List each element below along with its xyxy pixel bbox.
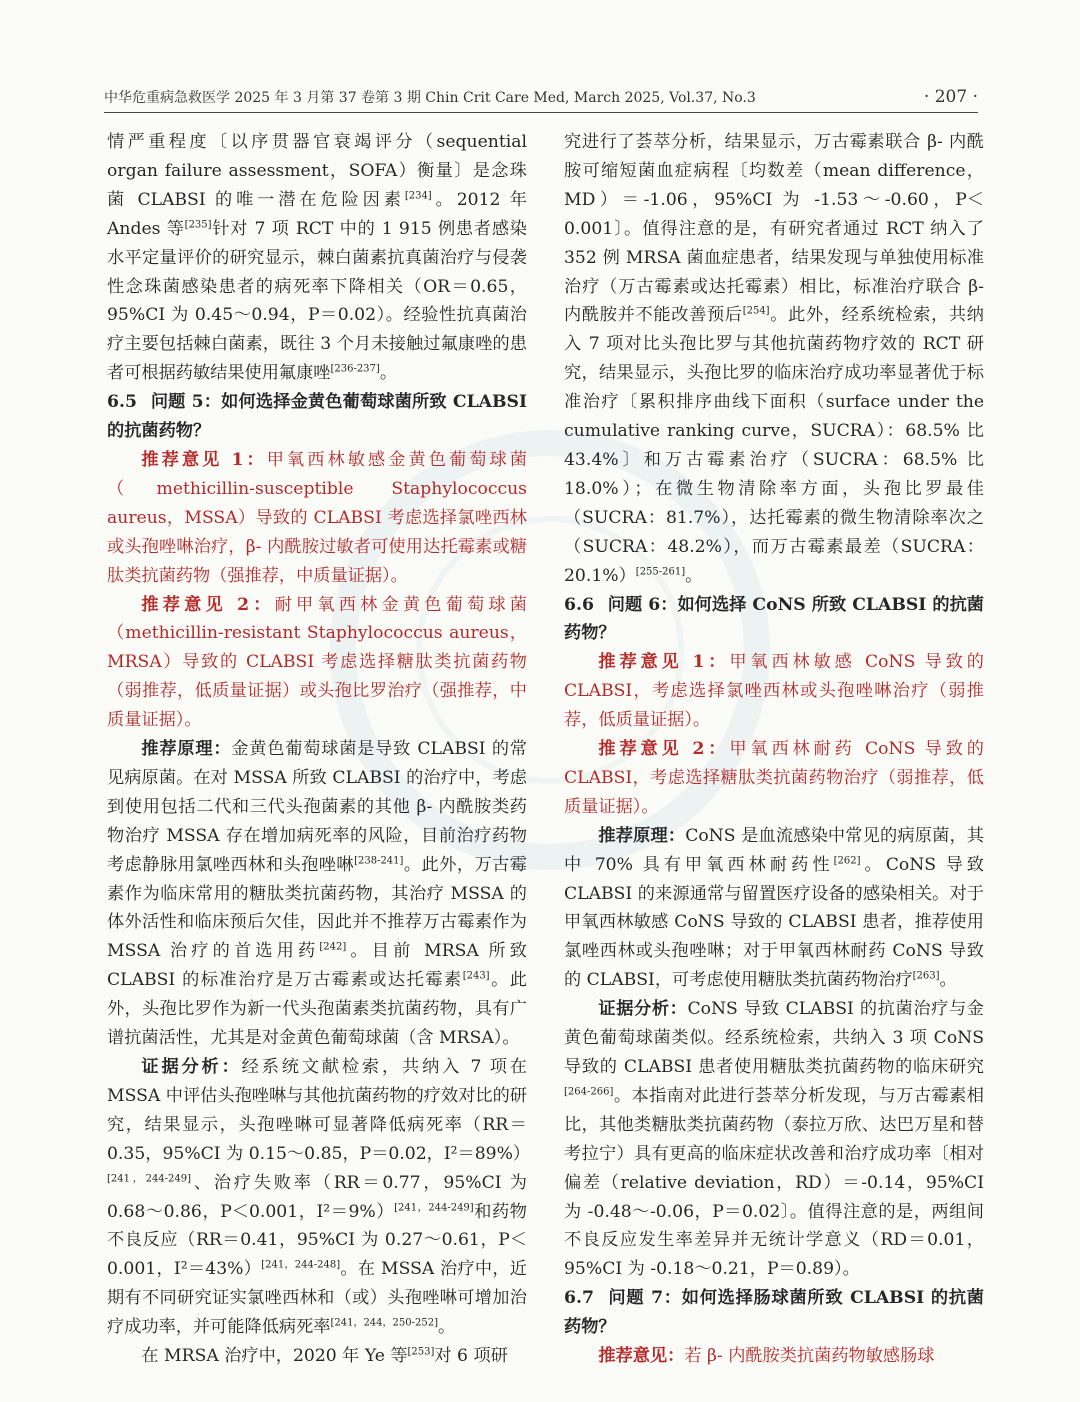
- evidence-paragraph: 证据分析：CoNS 导致 CLABSI 的抗菌治疗与金黄色葡萄球菌类似。经系统检索，共纳入 3 项 CoNS 导致的 CLABSI 患者使用糖肽类抗菌药物的临床研究[264-266]。本指南对此进行荟萃分析发现，与万古霉素相比，其他类糖肽类抗菌药物（泰拉万欣、达巴万星和替考拉宁）具有更高的临床症状改善和治疗成功率〔相对偏差（relative deviation，RD）＝-0.14，95%CI 为 -0.48～-0.06，P＝0.02〕。值得注意的是，两组间不良反应发生率差异并无统计学意义（RD＝0.01，95%CI 为 -0.18～0.21，P＝0.89）。: [564, 999, 984, 1280]
- citation[interactable]: [264-266]: [564, 1086, 614, 1098]
- paragraph: 情严重程度〔以序贯器官衰竭评分（sequential organ failure assessment，SOFA）衡量〕是念珠菌 CLABSI 的唯一潜在危险因素[234]。2012 年 Andes 等[235]针对 7 项 RCT 中的 1 915 例患者感染水平定量评价的研究显示，棘白菌素抗真菌治疗与侵袭性念珠菌感染患者的病死率下降相关（OR＝0.65，95%CI 为 0.45～0.94，P＝0.02）。经验性抗真菌治疗主要包括棘白菌素，既往 3 个月未接触过氟康唑的患者可根据药敏结果使用氟康唑[236-237]。: [107, 132, 527, 384]
- running-header: [104, 84, 978, 113]
- publisher-logo-watermark: [104, 1360, 444, 1384]
- citation[interactable]: [255-261]: [635, 565, 686, 577]
- recommendation-1: 推荐意见 1：甲氧西林敏感 CoNS 导致的 CLABSI，考虑选择氯唑西林或头孢唑啉治疗（弱推荐，低质量证据）。: [564, 652, 984, 731]
- citation[interactable]: [241，244-249]: [107, 1172, 192, 1184]
- section-heading-6-7: 6.7 问题 7：如何选择肠球菌所致 CLABSI 的抗菌药物？: [564, 1288, 984, 1338]
- recommendation-2: 推荐意见 2：甲氧西林耐药 CoNS 导致的 CLABSI，考虑选择糖肽类抗菌药物治疗（弱推荐，低质量证据）。: [564, 739, 984, 817]
- citation[interactable]: [235]: [184, 218, 212, 230]
- left-column: [107, 128, 531, 1371]
- rationale-paragraph: 推荐原理：CoNS 是血流感染中常见的病原菌，其中 70% 具有甲氧西林耐药性[262]。CoNS 导致 CLABSI 的来源通常与留置医疗设备的感染相关。对于甲氧西林敏感 CoNS 导致的 CLABSI 患者，推荐使用氯唑西林或头孢唑啉；对于甲氧西林耐药 CoNS 导致的 CLABSI，可考虑使用糖肽类抗菌药物治疗[263]。: [564, 825, 984, 991]
- citation[interactable]: [242]: [319, 941, 347, 953]
- citation[interactable]: [241，244-249]: [394, 1201, 474, 1213]
- page-number: · 207 ·: [923, 87, 978, 107]
- paragraph: 究进行了荟萃分析，结果显示，万古霉素联合 β- 内酰胺可缩短菌血症病程〔均数差（mean difference，MD）＝-1.06，95%CI 为 -1.53～-0.60，P＜0.001〕。值得注意的是，有研究者通过 RCT 纳入了 352 例 MRSA 菌血症患者，结果发现与单独使用标准治疗（万古霉素或达托霉素）相比，标准治疗联合 β- 内酰胺并不能改善预后[254]。此外，经系统检索，共纳入 7 项对比头孢比罗与其他抗菌药物疗效的 RCT 研究，结果显示，头孢比罗的临床治疗成功率显著优于标准治疗〔累积排序曲线下面积（surface under the cumulative ranking curve，SUCRA）：68.5% 比 43.4%〕和万古霉素治疗（SUCRA：68.5% 比 18.0%）；在微生物清除率方面，头孢比罗最佳（SUCRA：81.7%），达托霉素的微生物清除率次之（SUCRA：48.2%），而万古霉素最差（SUCRA：20.1%）[255-261]。: [564, 132, 984, 586]
- citation[interactable]: [253]: [407, 1346, 435, 1358]
- citation[interactable]: [243]: [462, 970, 490, 982]
- right-column: [564, 128, 984, 1371]
- recommendation-1: 推荐意见 1：甲氧西林敏感金黄色葡萄球菌（methicillin-susceptible Staphylococcus aureus，MSSA）导致的 CLABSI 考虑选择氯唑西林或头孢唑啉治疗，β- 内酰胺过敏者可使用达托霉素或糖肽类抗菌药物（强推荐，中质量证据）。: [107, 449, 527, 586]
- paragraph: 在 MRSA 治疗中，2020 年 Ye 等[253]对 6 项研: [141, 1346, 508, 1367]
- citation[interactable]: [262]: [833, 854, 861, 866]
- recommendation: 推荐意见：若 β- 内酰胺类抗菌药物敏感肠球: [598, 1346, 935, 1367]
- citation[interactable]: [236-237]: [330, 363, 380, 375]
- journal-running-title: 中华危重病急救医学 2025 年 3 月第 37 卷第 3 期 Chin Crit Care Med, March 2025, Vol.37, No.3: [104, 90, 756, 106]
- citation[interactable]: [238-241]: [354, 854, 404, 866]
- citation[interactable]: [241，244-248]: [261, 1259, 341, 1271]
- citation[interactable]: [263]: [912, 970, 940, 982]
- recommendation-2: 推荐意见 2：耐甲氧西林金黄色葡萄球菌（methicillin-resistant Staphylococcus aureus，MRSA）导致的 CLABSI 考虑选择糖肽类抗菌药物（弱推荐，低质量证据）或头孢比罗治疗（强推荐，中质量证据）。: [107, 594, 527, 731]
- citation[interactable]: [254]: [742, 305, 770, 317]
- rationale-paragraph: 推荐原理：金黄色葡萄球菌是导致 CLABSI 的常见病原菌。在对 MSSA 所致 CLABSI 的治疗中，考虑到使用包括二代和三代头孢菌素的其他 β- 内酰胺类药物治疗 MSSA 存在增加病死率的风险，目前治疗药物考虑静脉用氯唑西林和头孢唑啉[238-241]。此外，万古霉素作为临床常用的糖肽类抗菌药物，其治疗 MSSA 的体外活性和临床预后欠佳，因此并不推荐万古霉素作为 MSSA 治疗的首选用药[242]。目前 MRSA 所致 CLABSI 的标准治疗是万古霉素或达托霉素[243]。此外，头孢比罗作为新一代头孢菌素类抗菌药物，具有广谱抗菌活性，尤其是对金黄色葡萄球菌（含 MRSA）。: [107, 739, 527, 1049]
- evidence-paragraph: 证据分析：经系统文献检索，共纳入 7 项在 MSSA 中评估头孢唑啉与其他抗菌药物的疗效对比的研究，结果显示，头孢唑啉可显著降低病死率（RR＝0.35，95%CI 为 0.15～0.85，P＝0.02，I²＝89%）[241，244-249]、治疗失败率（RR＝0.77，95%CI 为 0.68～0.86，P＜0.001，I²＝9%）[241，244-249]和药物不良反应（RR＝0.41，95%CI 为 0.27～0.61，P＜0.001，I²＝43%）[241，244-248]。在 MSSA 治疗中，近期有不同研究证实氯唑西林和（或）头孢唑啉可增加治疗成功率，并可能降低病死率[241，244，250-252]。: [107, 1057, 531, 1338]
- section-heading-6-5: 6.5 问题 5：如何选择金黄色葡萄球菌所致 CLABSI 的抗菌药物？: [107, 392, 527, 442]
- citation[interactable]: [234]: [404, 190, 432, 202]
- citation[interactable]: [241，244，250-252]: [330, 1317, 438, 1329]
- section-heading-6-6: 6.6 问题 6：如何选择 CoNS 所致 CLABSI 的抗菌药物？: [564, 594, 984, 644]
